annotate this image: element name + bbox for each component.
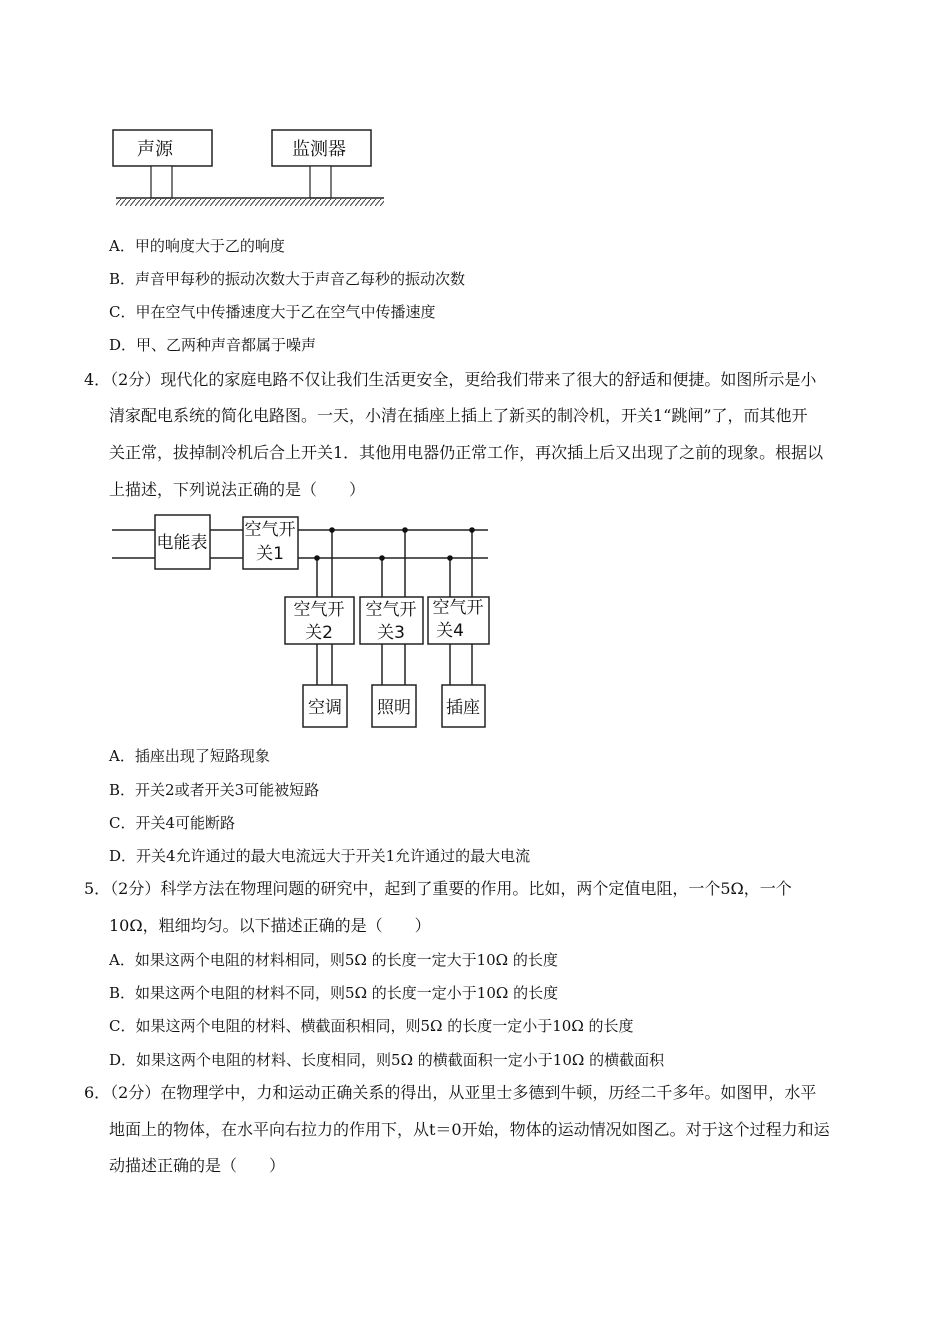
switch1-label-2: 关1 [256, 544, 284, 564]
switch1-label-1: 空气开 [244, 520, 296, 540]
q5-option-a: A．如果这两个电阻的材料相同，则5Ω 的长度一定大于10Ω 的长度 [109, 951, 558, 969]
monitor-label: 监测器 [292, 139, 346, 160]
sound-figure [110, 122, 390, 212]
q4-option-c: C．开关4可能断路 [109, 814, 236, 832]
q5-stem-line-1: 5．（2分）科学方法在物理问题的研究中，起到了重要的作用。比如，两个定值电阻，一个5Ω，一个 [84, 879, 792, 898]
q4-option-a: A．插座出现了短路现象 [109, 747, 270, 765]
junction-dot [447, 555, 453, 561]
sound-source-label: 声源 [137, 139, 173, 160]
load-ac-label: 空调 [308, 698, 342, 718]
junction-dot [469, 527, 475, 533]
meter-label: 电能表 [156, 533, 208, 553]
load-socket-label: 插座 [446, 698, 480, 718]
q5-option-c: C．如果这两个电阻的材料、横截面积相同，则5Ω 的长度一定小于10Ω 的长度 [109, 1017, 634, 1035]
q4-option-b: B．开关2或者开关3可能被短路 [109, 781, 320, 799]
q4-stem-line-3: 关正常，拔掉制冷机后合上开关1．其他用电器仍正常工作，再次插上后又出现了之前的现象。根据以 [109, 443, 824, 462]
q3-option-c: C．甲在空气中传播速度大于乙在空气中传播速度 [109, 303, 436, 321]
q4-stem-line-1: 4．（2分）现代化的家庭电路不仅让我们生活更安全，更给我们带来了很大的舒适和便捷。如图所示是小 [84, 370, 817, 389]
junction-dot [379, 555, 385, 561]
q3-option-d: D．甲、乙两种声音都属于噪声 [109, 336, 317, 354]
switch2-label-1: 空气开 [293, 600, 345, 620]
switch3-label-2: 关3 [377, 623, 405, 643]
switch3-label-1: 空气开 [365, 600, 417, 620]
q5-option-d: D．如果这两个电阻的材料、长度相同，则5Ω 的横截面积一定小于10Ω 的横截面积 [109, 1051, 665, 1069]
q5-option-b: B．如果这两个电阻的材料不同，则5Ω 的长度一定小于10Ω 的长度 [109, 984, 559, 1002]
q6-stem-line-1: 6．（2分）在物理学中，力和运动正确关系的得出，从亚里士多德到牛顿，历经二千多年。如图甲，水平 [84, 1083, 817, 1102]
switch4-label-1: 空气开 [432, 598, 484, 618]
q4-stem-line-4: 上描述，下列说法正确的是（ ） [109, 480, 366, 499]
q3-option-a: A．甲的响度大于乙的响度 [109, 237, 285, 255]
q4-stem-line-2: 清家配电系统的简化电路图。一天，小清在插座上插上了新买的制冷机，开关1“跳闸”了，而其他开 [109, 406, 808, 425]
load-light-label: 照明 [377, 698, 411, 718]
q4-option-d: D．开关4允许通过的最大电流远大于开关1允许通过的最大电流 [109, 847, 531, 865]
monitor-stand [310, 166, 331, 198]
junction-dot [402, 527, 408, 533]
junction-dot [314, 555, 320, 561]
circuit-diagram [110, 510, 500, 732]
q6-stem-line-2: 地面上的物体，在水平向右拉力的作用下，从t＝0开始，物体的运动情况如图乙。对于这个过程力和运 [109, 1120, 830, 1139]
q3-option-b: B．声音甲每秒的振动次数大于声音乙每秒的振动次数 [109, 270, 466, 288]
junction-dot [329, 527, 335, 533]
ground-hatch [116, 199, 384, 206]
switch2-label-2: 关2 [305, 623, 333, 643]
q5-stem-line-2: 10Ω，粗细均匀。以下描述正确的是（ ） [109, 916, 431, 935]
q6-stem-line-3: 动描述正确的是（ ） [109, 1156, 286, 1175]
switch4-label-2: 关4 [436, 621, 464, 641]
sound-source-stand [151, 166, 172, 198]
